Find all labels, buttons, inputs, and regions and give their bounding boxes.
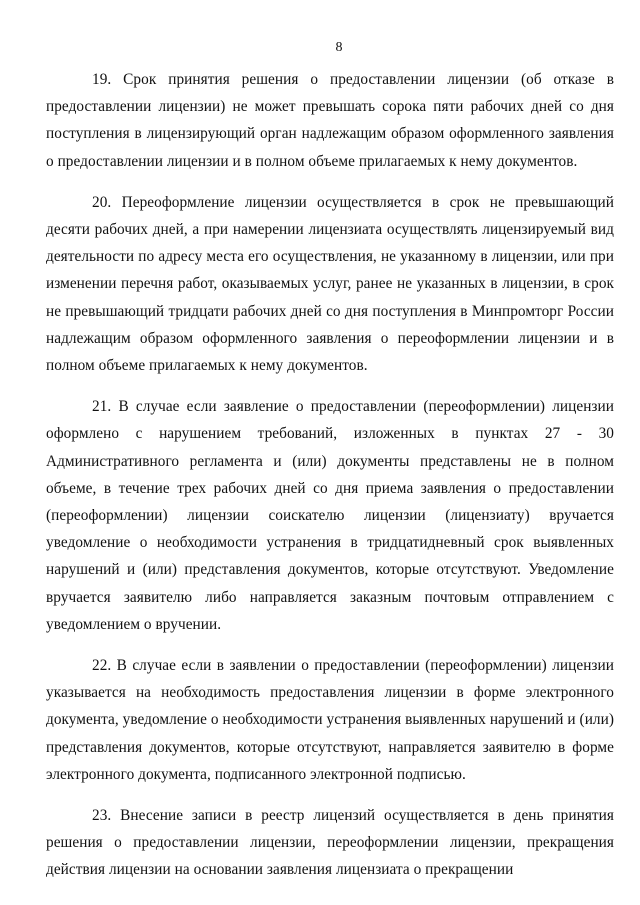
paragraph-19: 19. Срок принятия решения о предоставлении лицензии (об отказе в предоставлении лицензии) не может превышать сорока пяти рабочих дней со дня поступления в лицензирующий орган надлежащим образом оформленного заявления о предоставлении лицензии и в полном объеме прилагаемых к нему документов. (46, 71, 614, 170)
paragraph-23: 23. Внесение записи в реестр лицензий осуществляется в день принятия решения о предоставлении лицензии, переоформлении лицензии, прекращения действия лицензии на основании заявления лицензиата о прекращении (46, 807, 614, 879)
paragraph-22: 22. В случае если в заявлении о предоставлении (переоформлении) лицензии указывается на необходимость предоставления лицензии в форме электронного документа, уведомление о необходимости устранения выявленных нарушений и (или) представления документов, которые отсутствуют, направляется заявителю в форме электронного документа, подписанного электронной подписью. (46, 657, 614, 783)
paragraph-20: 20. Переоформление лицензии осуществляется в срок не превышающий десяти рабочих дней, а при намерении лицензиата осуществлять лицензируемый вид деятельности по адресу места его осуществления, не указанному в лицензии, или при изменении перечня работ, оказываемых услуг, ранее не указанных в лицензии, в срок не превышающий тридцати рабочих дней со дня поступления в Минпромторг России надлежащим образом оформленного заявления о переоформлении лицензии и в полном объеме прилагаемых к нему документов. (46, 193, 614, 375)
page-number: 8 (335, 40, 343, 55)
paragraph-21: 21. В случае если заявление о предоставлении (переоформлении) лицензии оформлено с нарушением требований, изложенных в пунктах 27 - 30 Административного регламента и (или) документы представлены не в полном объеме, в течение трех рабочих дней со дня приема заявления о предоставлении (переоформлении) лицензии соискателю лицензии (лицензиату) вручается уведомление о необходимости устранения в тридцатидневный срок выявленных нарушений и (или) представления документов, которые отсутствуют. Уведомление вручается заявителю либо направляется заказным почтовым отправлением с уведомлением о вручении. (46, 398, 614, 633)
